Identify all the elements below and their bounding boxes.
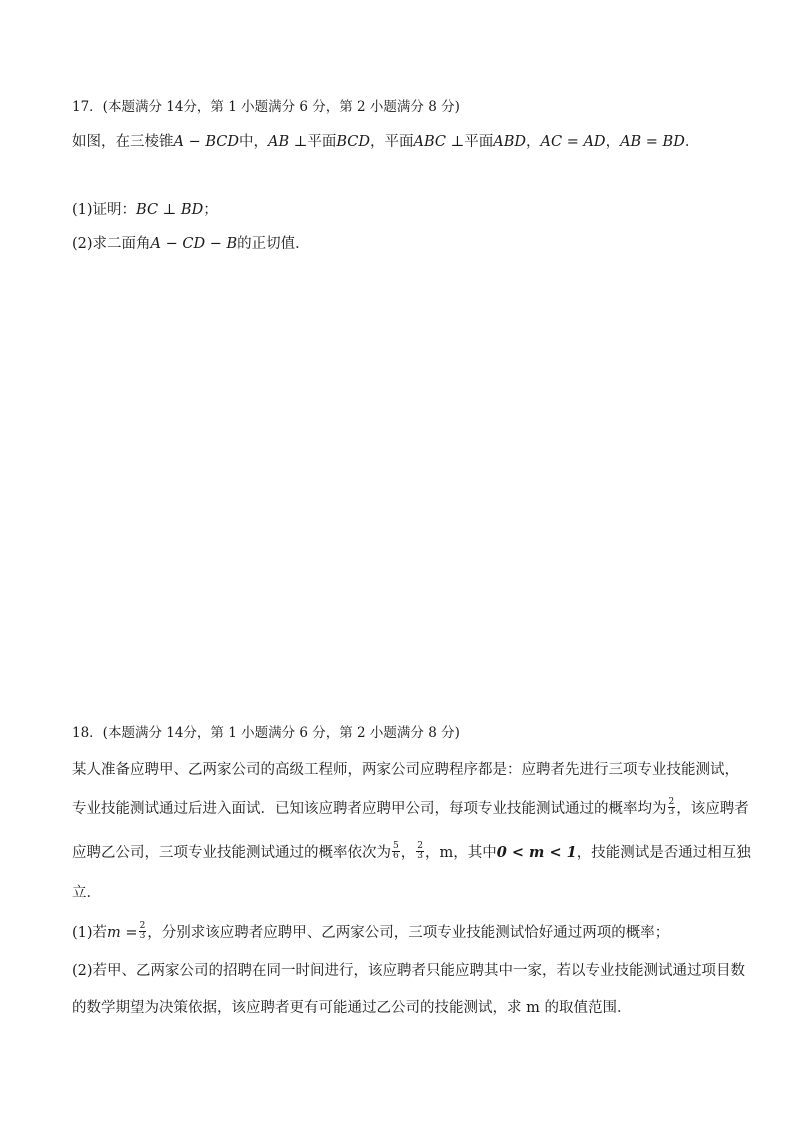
- math-expr: AB = BD: [620, 134, 685, 150]
- math-expr: AB ⊥: [267, 134, 308, 150]
- part-label: (1)证明：: [72, 202, 137, 218]
- math-expr: BC ⊥ BD: [136, 202, 204, 218]
- fraction-denominator: 3: [139, 930, 146, 941]
- fraction-numerator: 2: [668, 796, 675, 807]
- fraction-denominator: 3: [668, 806, 675, 817]
- q18-text: 应聘乙公司，三项专业技能测试通过的概率依次为: [72, 845, 391, 861]
- q18-text: ，技能测试是否通过相互独: [576, 845, 751, 861]
- q17-header: 17．(本题满分 14分，第 1 小题满分 6 分，第 2 小题满分 8 分): [72, 99, 460, 115]
- math-expr: ABD: [493, 134, 527, 150]
- math-expr: AC = AD: [540, 134, 606, 150]
- fraction: [392, 842, 400, 861]
- part-text: ，分别求该应聘者应聘甲、乙两家公司，三项专业技能测试恰好通过两项的概率；: [147, 925, 670, 941]
- q18-part1: [72, 920, 724, 943]
- math-expr: m =: [107, 925, 138, 941]
- q17-stem-text: ，平面: [370, 134, 414, 150]
- fraction-denominator: 3: [417, 850, 423, 861]
- q17-stem-text: ，: [605, 134, 621, 150]
- math-expr: 0 < m < 1: [496, 844, 577, 861]
- fraction-denominator: 6: [393, 850, 399, 861]
- q18-text: ，m，其中: [424, 845, 497, 861]
- q17-part1: [72, 200, 724, 220]
- q18-line4: 立．: [72, 885, 101, 901]
- math-expr: A − CD − B: [150, 236, 238, 252]
- q17-stem-text: 平面: [307, 134, 337, 150]
- q18-part2-line1: (2)若甲、乙两家公司的招聘在同一时间进行，该应聘者只能应聘其中一家，若以专业技能测试通过项目数: [72, 963, 746, 979]
- q18-line1: 某人准备应聘甲、乙两家公司的高级工程师，两家公司应聘程序都是：应聘者先进行三项专业技能测试，: [72, 762, 739, 778]
- part-label: (1)若: [72, 925, 108, 941]
- fraction: [139, 922, 147, 941]
- q17-stem: [72, 132, 724, 152]
- q18-text: ，该应聘者: [676, 801, 749, 817]
- part-text: ；: [203, 202, 218, 218]
- q18-text: ，: [400, 845, 416, 861]
- fraction-numerator: 2: [417, 840, 423, 851]
- q18-header: 18．(本题满分 14分，第 1 小题满分 6 分，第 2 小题满分 8 分): [72, 725, 460, 741]
- math-expr: BCD: [336, 134, 371, 150]
- q18-text: 专业技能测试通过后进入面试．已知该应聘者应聘甲公司，每项专业技能测试通过的概率均为: [72, 801, 667, 817]
- math-expr: ABC ⊥: [413, 134, 465, 150]
- fraction-numerator: 5: [393, 840, 399, 851]
- q18-line2: [72, 796, 749, 819]
- q17-stem-text: 平面: [464, 134, 494, 150]
- part-text: 的正切值．: [237, 236, 310, 252]
- fraction: [668, 798, 676, 817]
- math-expr: A − BCD: [173, 134, 239, 150]
- part-label: (2)求二面角: [72, 236, 151, 252]
- q17-stem-text: ，: [526, 134, 541, 150]
- q17-stem-text: ．: [684, 134, 700, 150]
- q17-stem-text: 如图，在三棱锥: [72, 134, 174, 150]
- fraction-numerator: 2: [139, 920, 146, 931]
- q18-part2-line2: 的数学期望为决策依据，该应聘者更有可能通过乙公司的技能测试，求 m 的取值范围．: [72, 1000, 632, 1016]
- q18-line3: [72, 840, 751, 863]
- q17-part2: [72, 234, 724, 254]
- q17-stem-text: 中，: [238, 134, 268, 150]
- fraction: [416, 842, 424, 861]
